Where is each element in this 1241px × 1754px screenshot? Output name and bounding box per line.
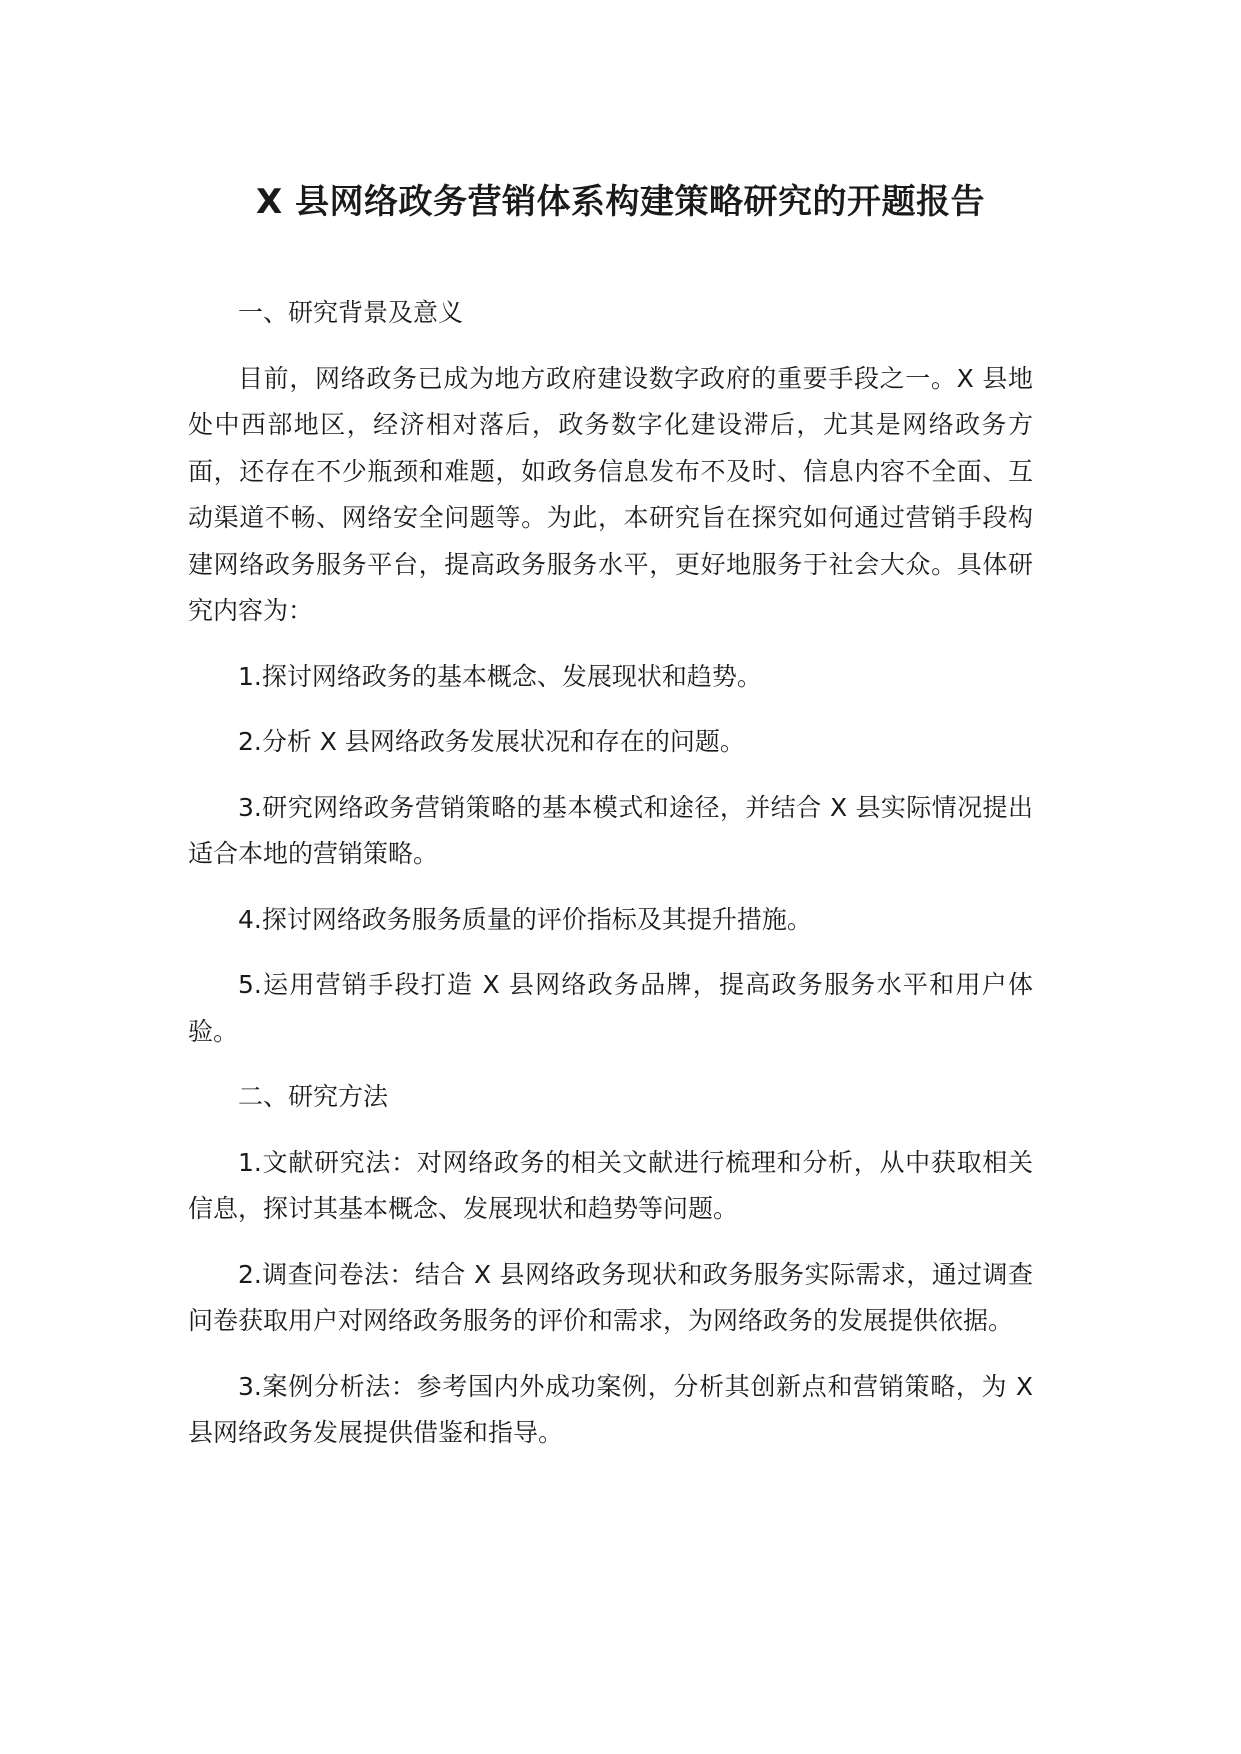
research-item-2: 2.分析 X 县网络政务发展状况和存在的问题。 [238, 727, 745, 756]
research-item-1: 1.探讨网络政务的基本概念、发展现状和趋势。 [238, 661, 762, 691]
document-body [188, 290, 1033, 1476]
method-item-1: 1.文献研究法：对网络政务的相关文献进行梳理和分析，从中获取相关信息，探讨其基本概念、发展现状和趋势等问题。 [188, 1147, 1033, 1223]
document-title: X 县网络政务营销体系构建策略研究的开题报告 [255, 182, 986, 222]
section-intro-paragraph: 目前，网络政务已成为地方政府建设数字政府的重要手段之一。X 县地处中西部地区，经济相对落后，政务数字化建设滞后，尤其是网络政务方面，还存在不少瓶颈和难题，如政务信息发布不及时、信息内容不全面、互动渠道不畅、网络安全问题等。为此，本研究旨在探究如何通过营销手段构建网络政务服务平台，提高政务服务水平，更好地服务于社会大众。具体研究内容为： [188, 363, 1033, 625]
section-heading-methods: 二、研究方法 [238, 1082, 389, 1111]
research-item-4: 4.探讨网络政务服务质量的评价指标及其提升措施。 [238, 904, 812, 934]
research-item-3: 3.研究网络政务营销策略的基本模式和途径，并结合 X 县实际情况提出适合本地的营销策略。 [188, 792, 1033, 868]
method-item-2: 2.调查问卷法：结合 X 县网络政务现状和政务服务实际需求，通过调查问卷获取用户对网络政务服务的评价和需求，为网络政务的发展提供依据。 [188, 1259, 1033, 1335]
method-item-3: 3.案例分析法：参考国内外成功案例，分析其创新点和营销策略，为 X 县网络政务发展提供借鉴和指导。 [188, 1371, 1033, 1447]
research-item-5: 5.运用营销手段打造 X 县网络政务品牌，提高政务服务水平和用户体验。 [188, 970, 1033, 1046]
section-heading-background: 一、研究背景及意义 [238, 298, 464, 327]
